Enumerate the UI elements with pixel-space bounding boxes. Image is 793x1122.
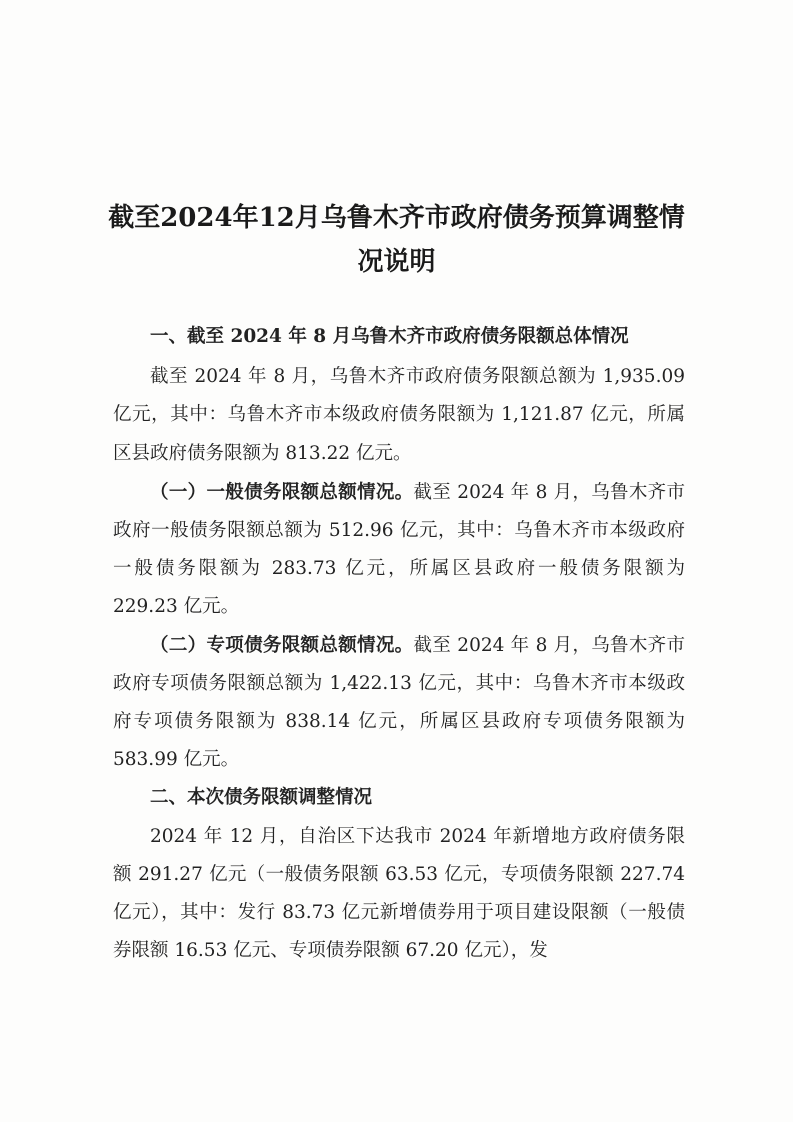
paragraph-debt-limit-total xyxy=(113,358,685,473)
paragraph-adjustment xyxy=(113,818,685,971)
paragraph-lead: （二）专项债务限额总额情况。 xyxy=(150,634,414,656)
paragraph-text: 截至 2024 年 8 月，乌鲁木齐市政府专项债务限额总额为 1,422.13 亿元，其中：乌鲁木齐市本级政府专项债务限额为 838.14 亿元，所属区县政府专项债务限额为 583.99 亿元。 xyxy=(113,634,685,771)
paragraph-lead: （一）一般债务限额总额情况。 xyxy=(150,481,414,503)
paragraph-text: 2024 年 12 月，自治区下达我市 2024 年新增地方政府债务限额 291.27 亿元（一般债务限额 63.53 亿元，专项债务限额 227.74 亿元），其中：发行 83.73 亿元新增债券用于项目建设限额（一般债券限额 16.53 亿元、专项债券限额 67.20 亿元），发 xyxy=(113,825,685,962)
section-heading-2: 二、本次债务限额调整情况 xyxy=(150,787,373,809)
paragraph-text: 截至 2024 年 8 月，乌鲁木齐市政府一般债务限额总额为 512.96 亿元，其中：乌鲁木齐市本级政府一般债务限额为 283.73 亿元，所属区县政府一般债务限额为 229.23 亿元。 xyxy=(113,481,685,618)
paragraph-text: 截至 2024 年 8 月，乌鲁木齐市政府债务限额总额为 1,935.09 亿元，其中：乌鲁木齐市本级政府债务限额为 1,121.87 亿元，所属区县政府债务限额为 813.22 亿元。 xyxy=(113,366,685,464)
section-heading-1: 一、截至 2024 年 8 月乌鲁木齐市政府债务限额总体情况 xyxy=(150,326,629,347)
document-body xyxy=(113,318,685,970)
paragraph-special-debt xyxy=(113,627,685,780)
document-title: 截至2024年12月乌鲁木齐市政府债务预算调整情况说明 xyxy=(108,203,685,277)
paragraph-general-debt xyxy=(113,474,685,627)
